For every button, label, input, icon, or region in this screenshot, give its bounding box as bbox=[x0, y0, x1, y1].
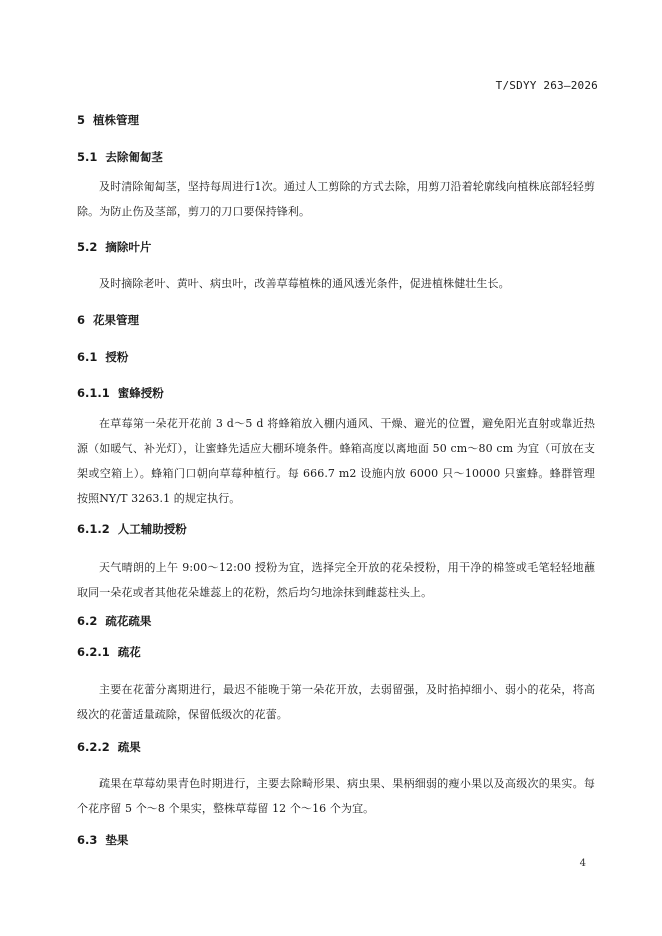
section-number: 6.2.2 bbox=[77, 740, 110, 754]
section-heading bbox=[77, 614, 595, 628]
paragraph: 及时摘除老叶、黄叶、病虫叶，改善草莓植株的通风透光条件，促进植株健壮生长。 bbox=[99, 277, 510, 290]
section-number: 5 bbox=[77, 113, 86, 127]
section-heading bbox=[77, 150, 595, 164]
section-heading bbox=[77, 113, 595, 127]
document-code: T/SDYY 263—2026 bbox=[495, 79, 598, 92]
paragraph: 在草莓第一朵花开花前 3 d～5 d 将蜂箱放入棚内通风、干燥、避光的位置，避免阳光直射或靠近热源（如暖气、补光灯），让蜜蜂先适应大棚环境条件。蜂箱高度以离地面 50 cm～80 cm 为宜（可放在支架或空箱上）。蜂箱门口朝向草莓种植行。每 666.7 m2 设施内放 6000 只～10000 只蜜蜂。蜂群管理按照NY/T 3263.1 的规定执行。 bbox=[77, 417, 595, 505]
section-title: 疏花 bbox=[117, 645, 141, 659]
section-title: 去除匍匐茎 bbox=[105, 150, 163, 164]
section-title: 垫果 bbox=[105, 833, 129, 847]
section-number: 6.2 bbox=[77, 614, 98, 628]
section-title: 授粉 bbox=[105, 350, 129, 364]
paragraph: 天气晴朗的上午 9:00～12:00 授粉为宜，选择完全开放的花朵授粉，用干净的棉签或毛笔轻轻地蘸取同一朵花或者其他花朵雄蕊上的花粉，然后均匀地涂抹到雌蕊柱头上。 bbox=[77, 561, 595, 599]
section-number: 6.1 bbox=[77, 350, 98, 364]
section-title: 蜜蜂授粉 bbox=[117, 386, 164, 400]
section-heading bbox=[77, 386, 595, 400]
section-number: 6.2.1 bbox=[77, 645, 110, 659]
section-heading bbox=[77, 350, 595, 364]
section-title: 疏果 bbox=[117, 740, 141, 754]
section-number: 5.1 bbox=[77, 150, 98, 164]
section-number: 6.3 bbox=[77, 833, 98, 847]
paragraph: 疏果在草莓幼果青色时期进行，主要去除畸形果、病虫果、果柄细弱的瘦小果以及高级次的果实。每个花序留 5 个～8 个果实，整株草莓留 12 个～16 个为宜。 bbox=[77, 777, 595, 815]
section-number: 6 bbox=[77, 313, 86, 327]
section-heading bbox=[77, 313, 595, 327]
paragraph: 主要在花蕾分离期进行，最迟不能晚于第一朵花开放，去弱留强，及时掐掉细小、弱小的花朵，将高级次的花蕾适量疏除，保留低级次的花蕾。 bbox=[77, 683, 595, 721]
section-title: 摘除叶片 bbox=[105, 240, 152, 254]
section-heading bbox=[77, 645, 595, 659]
section-number: 6.1.1 bbox=[77, 386, 110, 400]
section-title: 花果管理 bbox=[93, 313, 140, 327]
page-number: 4 bbox=[579, 858, 586, 869]
section-heading bbox=[77, 240, 595, 254]
section-number: 6.1.2 bbox=[77, 522, 110, 536]
section-heading bbox=[77, 522, 595, 536]
section-heading bbox=[77, 740, 595, 754]
paragraph: 及时清除匍匐茎，坚持每周进行1次。通过人工剪除的方式去除，用剪刀沿着轮廓线向植株底部轻轻剪除。为防止伤及茎部，剪刀的刀口要保持锋利。 bbox=[77, 180, 595, 218]
section-title: 植株管理 bbox=[93, 113, 140, 127]
section-title: 疏花疏果 bbox=[105, 614, 152, 628]
section-title: 人工辅助授粉 bbox=[117, 522, 187, 536]
section-number: 5.2 bbox=[77, 240, 98, 254]
section-heading bbox=[77, 833, 595, 847]
